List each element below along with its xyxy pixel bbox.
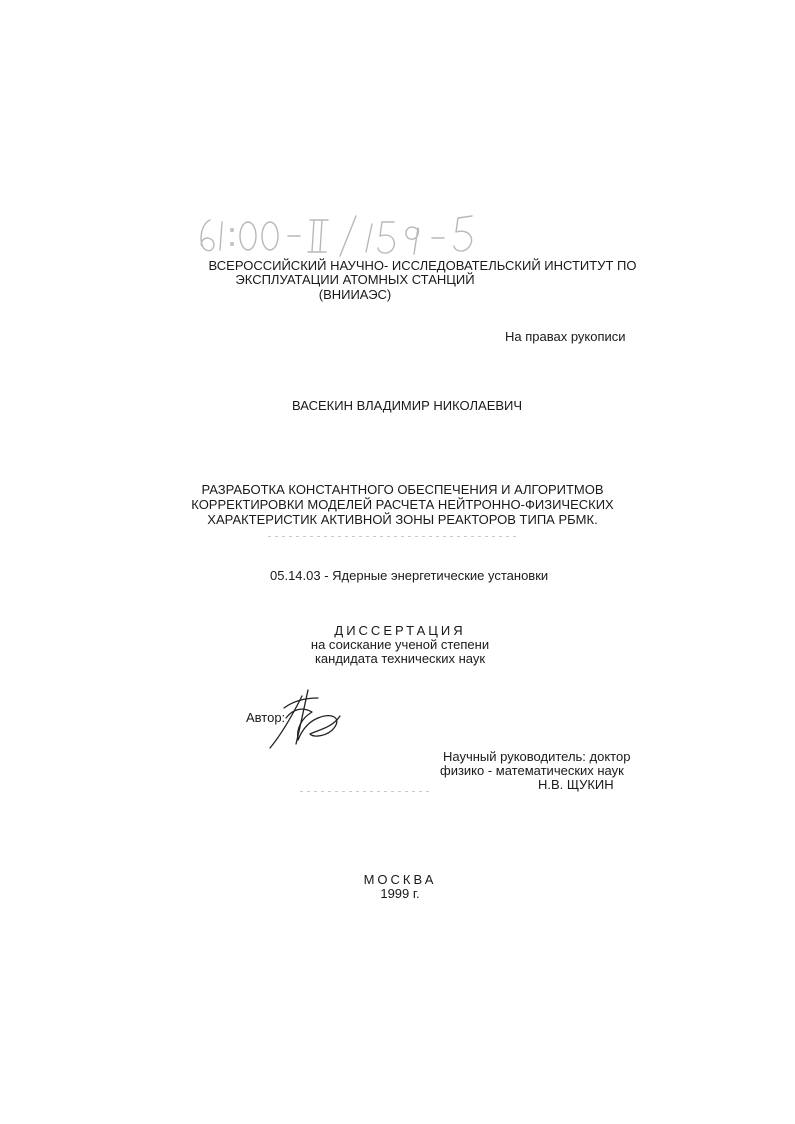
institute-abbreviation: (ВНИИАЭС) <box>318 287 392 302</box>
scan-faint-rule <box>268 536 520 537</box>
dissertation-title-line3: ХАРАКТЕРИСТИК АКТИВНОЙ ЗОНЫ РЕАКТОРОВ ТИПА РБМК. <box>207 512 598 527</box>
dissertation-title-line2: КОРРЕКТИРОВКИ МОДЕЛЕЙ РАСЧЕТА НЕЙТРОННО-ФИЗИЧЕСКИХ <box>191 497 614 512</box>
author-label: Автор: <box>246 710 286 725</box>
supervisor-line2: физико - математических наук <box>440 763 624 778</box>
archive-code-stamp <box>196 208 486 258</box>
degree-line1: на соискание ученой степени <box>310 637 490 652</box>
author-name: ВАСЕКИН ВЛАДИМИР НИКОЛАЕВИЧ <box>292 398 523 413</box>
dissertation-title-line1: РАЗРАБОТКА КОНСТАНТНОГО ОБЕСПЕЧЕНИЯ И АЛГОРИТМОВ <box>201 482 604 497</box>
specialty-code: 05.14.03 - Ядерные энергетические установки <box>270 568 549 583</box>
institute-name-line2: ЭКСПЛУАТАЦИИ АТОМНЫХ СТАНЦИЙ <box>235 272 475 287</box>
degree-line2: кандидата технических наук <box>314 651 486 666</box>
rights-note: На правах рукописи <box>505 329 626 344</box>
city: МОСКВА <box>363 872 437 887</box>
author-signature <box>262 688 362 752</box>
institute-name-line1: ВСЕРОССИЙСКИЙ НАУЧНО- ИССЛЕДОВАТЕЛЬСКИЙ ИНСТИТУТ ПО <box>208 258 637 273</box>
supervisor-line1: Научный руководитель: доктор <box>443 749 631 764</box>
scan-faint-rule-2 <box>300 791 430 792</box>
dissertation-heading: ДИССЕРТАЦИЯ <box>334 623 466 638</box>
supervisor-name: Н.В. ЩУКИН <box>538 777 614 792</box>
year: 1999 г. <box>380 886 420 901</box>
